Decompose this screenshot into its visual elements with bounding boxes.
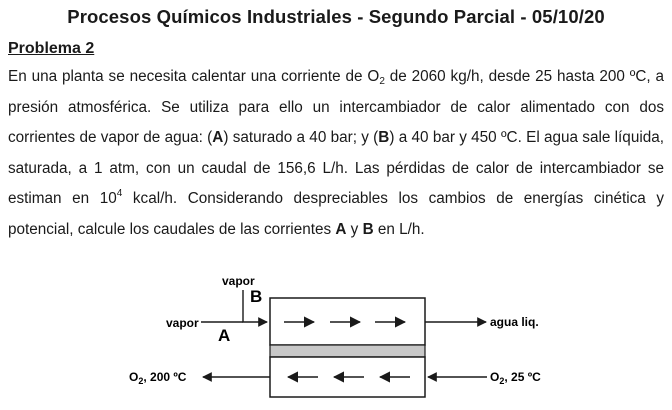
text-run: en L/h. [373,220,425,238]
text-run: ) a 40 bar y 450 ºC. El agua sale líquida, saturada, a 1 atm, con un caudal de 156,6 L/h. Las pérdidas de calor de intercambiador se estiman en 10 [8,129,664,207]
stream-b-label: B [378,129,390,146]
stream-a-label: A [335,220,347,238]
exchanger-wall [270,345,425,357]
subscript: 2 [379,76,385,87]
vapor-a-text: vapor [166,316,199,330]
problem-heading: Problema 2 [8,40,95,57]
text-run: En una planta se necesita calentar una corriente de O [8,68,380,85]
stream-b-label: B [362,220,374,238]
stream-a-label: A [212,129,224,146]
water-out-label: agua liq. [490,315,539,329]
problem-statement [8,62,664,245]
o2-out-label: $O_2$, 200 ºC [129,370,187,386]
o2-in-label: $O_2$, 25 ºC [490,370,541,386]
text-run: ) saturado a 40 bar; y ( [223,129,379,146]
superscript: 4 [116,188,123,199]
vapor-b-text: vapor [222,274,255,288]
heat-exchanger-diagram [0,262,672,410]
label-a: A [218,326,231,345]
label-b: B [250,287,263,306]
text-run: kcal/h. Considerando despreciables los cambios de energías cinética y potencial, calcule los caudales de las corrientes [8,190,665,238]
text-run: y [346,220,363,238]
page-title: Procesos Químicos Industriales - Segundo Parcial - 05/10/20 [67,6,605,27]
text-run: de 2060 kg/h, desde 25 hasta 200 ºC, a presión atmosférica. Se utiliza para ello un intercambiador de calor alimentado con dos corrientes de vapor de agua: ( [8,68,664,146]
